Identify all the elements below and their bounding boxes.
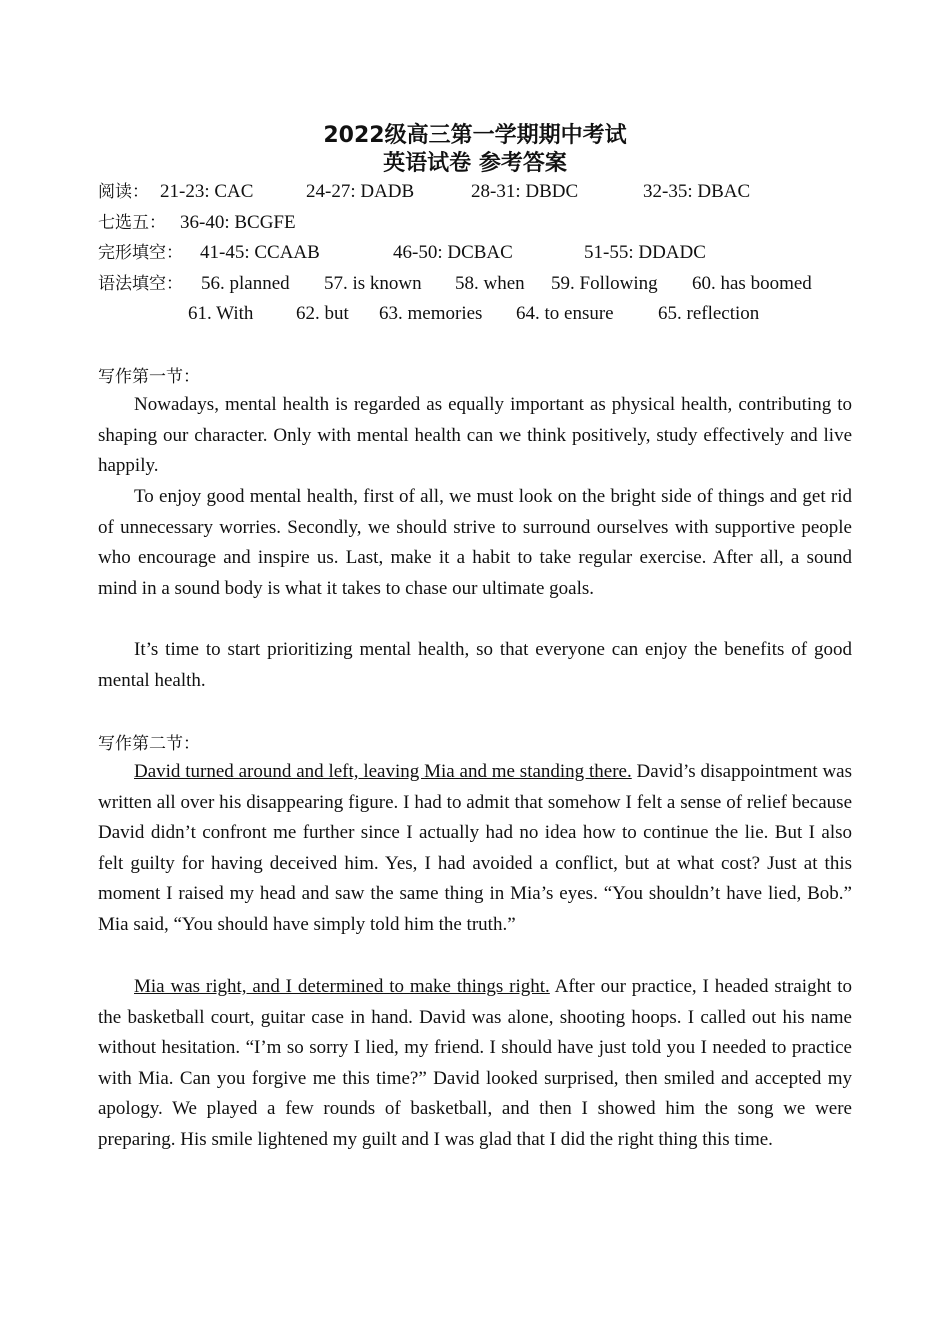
- answer-group: 51-55: DDADC: [584, 242, 706, 263]
- seven-five-answers: [98, 211, 166, 235]
- grammar-label: 语法填空：: [98, 274, 183, 294]
- cloze-answers: [98, 241, 183, 265]
- paragraph-body: After our practice, I headed straight to the basketball court, guitar case in hand. David was alone, shooting hoops. I called out his name without hesitation. “I’m so sorry I lied, my friend. I should have just told you I needed to practice with Mia. Can you forgive me this time?” David looked surprised, then smiled and accepted my apology. We played a few rounds of basketball, and then I showed him the song we were preparing. His smile lightened my guilt and I was glad that I did the right thing this time.: [98, 976, 852, 1150]
- answer-group: 21-23: CAC: [160, 181, 254, 202]
- answer-item: 64. to ensure: [516, 303, 614, 324]
- answer-group: 41-45: CCAAB: [200, 242, 320, 263]
- exam-title: 2022级高三第一学期期中考试: [323, 123, 627, 148]
- answer-group: 36-40: BCGFE: [180, 212, 296, 233]
- seven-five-label: 七选五：: [98, 213, 166, 233]
- answer-item: 57. is known: [324, 273, 422, 294]
- reading-label: 阅读：: [98, 182, 149, 202]
- answer-item: 58. when: [455, 273, 525, 294]
- paragraph-body: David’s disappointment was written all over his disappearing figure. I had to admit that somehow I felt a sense of relief because David didn’t confront me further since I actually had no idea how to continue the lie. But I also felt guilty for having deceived him. Yes, I had avoided a conflict, but at what cost? Just at this moment I raised my head and saw the same thing in Mia’s eyes. “You shouldn’t have lied, Bob.” Mia said, “You should have simply told him the truth.”: [98, 761, 853, 935]
- writing-part2-paragraph: [98, 972, 852, 1156]
- writing-part1-paragraph: Nowadays, mental health is regarded as equally important as physical health, contributing to shaping our character. Only with mental health can we think positively, study effectively and live happily.: [98, 394, 852, 477]
- writing-part2-paragraph: [98, 757, 852, 941]
- writing-part1-paragraph: To enjoy good mental health, first of all, we must look on the bright side of things and get rid of unnecessary worries. Secondly, we should strive to surround ourselves with supportive people who encourage and inspire us. Last, make it a habit to take regular exercise. After all, a sound mind in a sound body is what it takes to chase our ultimate goals.: [98, 486, 852, 599]
- underlined-opening-sentence: David turned around and left, leaving Mia and me standing there.: [134, 761, 632, 782]
- underlined-opening-sentence: Mia was right, and I determined to make things right.: [134, 976, 550, 997]
- answer-group: 32-35: DBAC: [643, 181, 751, 202]
- answer-item: 56. planned: [201, 273, 290, 294]
- answer-item: 59. Following: [551, 273, 658, 294]
- answer-item: 61. With: [188, 303, 254, 324]
- answer-group: 46-50: DCBAC: [393, 242, 513, 263]
- grammar-answers: [98, 272, 183, 296]
- answer-item: 60. has boomed: [692, 273, 812, 294]
- writing-part1-heading: 写作第一节：: [98, 367, 200, 387]
- answer-item: 63. memories: [379, 303, 483, 324]
- cloze-label: 完形填空：: [98, 243, 183, 263]
- writing-part2-heading: 写作第二节：: [98, 734, 200, 754]
- writing-part1-paragraph: It’s time to start prioritizing mental health, so that everyone can enjoy the benefits of good mental health.: [98, 639, 852, 691]
- answer-group: 28-31: DBDC: [471, 181, 579, 202]
- reading-answers: [98, 180, 149, 204]
- answer-item: 65. reflection: [658, 303, 760, 324]
- answer-item: 62. but: [296, 303, 349, 324]
- answer-key-subtitle: 英语试卷 参考答案: [383, 151, 567, 176]
- answer-group: 24-27: DADB: [306, 181, 415, 202]
